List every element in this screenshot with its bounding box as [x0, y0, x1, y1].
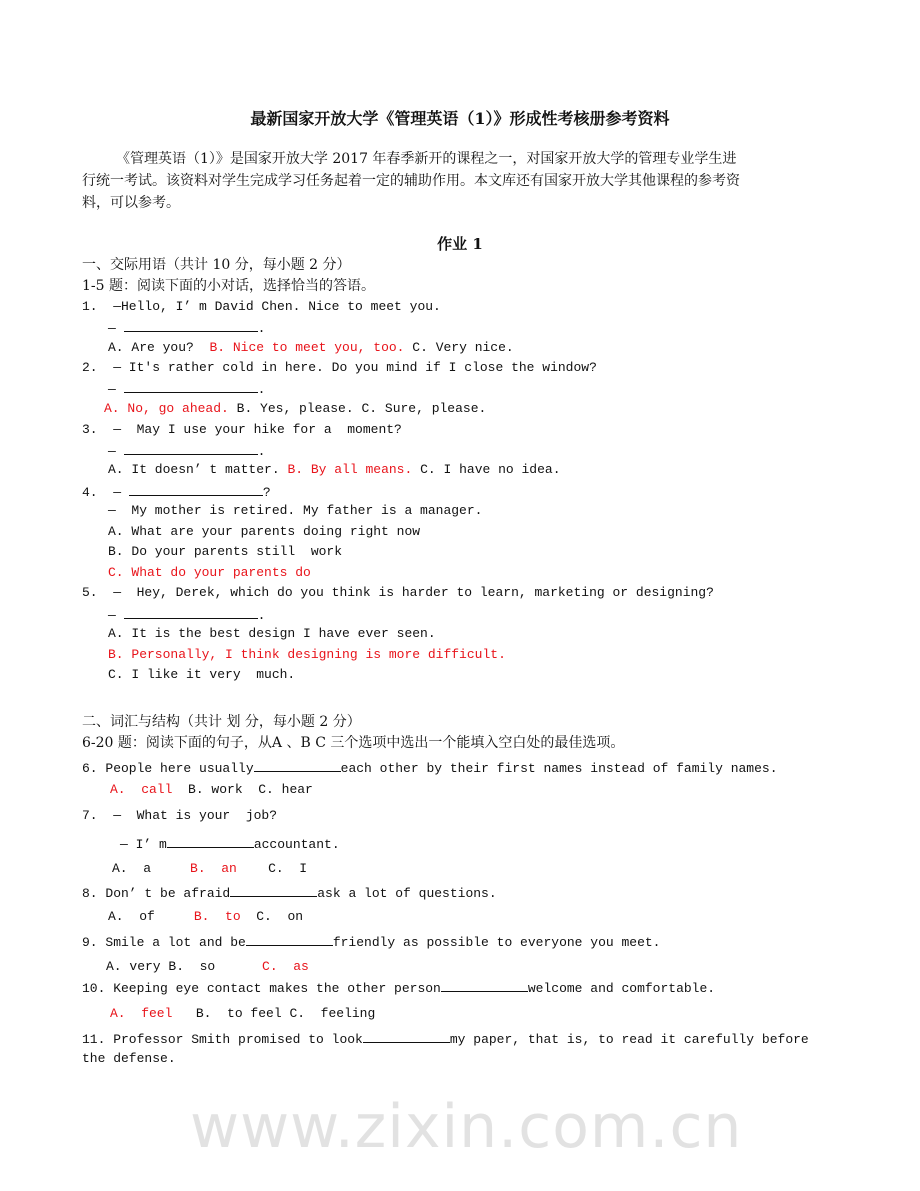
blank — [124, 319, 258, 332]
blank — [254, 759, 341, 772]
blank — [124, 442, 258, 455]
option-b-correct: B. an — [190, 861, 237, 876]
option-b: B. Yes, please. — [236, 401, 354, 416]
section-heading: 一、交际用语（共计 10 分，每小题 2 分） — [82, 257, 351, 273]
answer-blank-line — [108, 380, 265, 398]
option-c: C. feeling — [289, 1006, 376, 1021]
option-b-correct: B. By all means. — [287, 462, 413, 477]
punct: . — [257, 321, 266, 336]
option-c: C. I like it very much. — [108, 667, 296, 682]
text: 8. Don’ t be afraid — [82, 886, 231, 901]
text: my paper, that is, to read it carefully before — [449, 1032, 809, 1047]
question-number: 4. — — [82, 485, 122, 500]
section-heading: 二、词汇与结构（共计 划 分，每小题 2 分） — [82, 714, 361, 730]
option-a: A. What are your parents doing right now — [108, 524, 421, 539]
option-c: C. I have no idea. — [420, 462, 561, 477]
options — [108, 340, 514, 356]
punct: . — [257, 382, 266, 397]
question-11-continued: the defense. — [82, 1051, 176, 1066]
question-3: 3. — May I use your hike for a moment? — [82, 422, 402, 437]
option-c-correct: C. as — [262, 959, 309, 974]
section-instructions: 1-5 题：阅读下面的小对话，选择恰当的答语。 — [82, 278, 375, 294]
option-c: C. Very nice. — [412, 340, 514, 355]
options — [110, 1006, 375, 1022]
dash: — — [108, 608, 116, 623]
option-c: C. Sure, please. — [361, 401, 487, 416]
options — [108, 462, 561, 478]
question-8 — [82, 884, 497, 902]
answer-blank-line — [108, 442, 265, 460]
option-b-correct: B. Nice to meet you, too. — [209, 340, 405, 355]
assignment-title: 作业 1 — [437, 235, 483, 253]
option-b: B. Do your parents still work — [108, 544, 343, 559]
text: 11. Professor Smith promised to look — [82, 1032, 363, 1047]
blank — [124, 606, 258, 619]
question-11 — [82, 1030, 809, 1048]
intro-line: 《管理英语（1）》是国家开放大学 2017 年春季新开的课程之一，对国家开放大学的管理专业学生进 — [116, 151, 737, 167]
options — [104, 401, 486, 417]
text: 10. Keeping eye contact makes the other person — [82, 981, 441, 996]
question-7: 7. — What is your job? — [82, 808, 278, 823]
blank — [246, 933, 333, 946]
text: 6. People here usually — [82, 761, 254, 776]
dash: — — [108, 444, 116, 459]
question-1: 1. —Hello, I’ m David Chen. Nice to meet you. — [82, 299, 441, 314]
text: friendly as possible to everyone you meet. — [332, 935, 661, 950]
question-9 — [82, 933, 660, 951]
blank — [363, 1030, 450, 1043]
option-a: A. of — [108, 909, 155, 924]
watermark: www.zixin.com.cn — [190, 1092, 743, 1162]
document-title: 最新国家开放大学《管理英语（1）》形成性考核册参考资料 — [250, 109, 670, 128]
section-instructions: 6-20 题：阅读下面的句子，从A 、B C 三个选项中选出一个能填入空白处的最佳选项。 — [82, 735, 625, 751]
question-6 — [82, 759, 778, 777]
answer-blank-line — [108, 606, 265, 624]
answer-blank-line — [108, 319, 265, 337]
question-2: 2. — It's rather cold in here. Do you mind if I close the window? — [82, 360, 597, 375]
dash: — — [108, 382, 116, 397]
option-c-correct: C. What do your parents do — [108, 565, 311, 580]
question-4 — [82, 483, 271, 501]
blank — [441, 979, 528, 992]
punct: . — [257, 444, 266, 459]
option-c: C. I — [268, 861, 308, 876]
text: 9. Smile a lot and be — [82, 935, 246, 950]
question-10 — [82, 979, 715, 997]
option-b-correct: B. to — [193, 909, 241, 924]
punct: . — [257, 608, 266, 623]
text: ask a lot of questions. — [317, 886, 497, 901]
option-a: A. It is the best design I have ever seen. — [108, 626, 436, 641]
blank — [167, 835, 254, 848]
options — [110, 782, 313, 798]
option-b: B. to feel — [195, 1006, 282, 1021]
text: accountant. — [253, 837, 340, 852]
options — [112, 861, 307, 877]
options — [106, 959, 309, 975]
dash: — — [108, 321, 116, 336]
reply — [120, 835, 340, 853]
blank — [124, 380, 258, 393]
options — [108, 909, 303, 925]
punct: ? — [262, 485, 271, 500]
option-a-correct: A. No, go ahead. — [104, 401, 229, 416]
option-a-correct: A. feel — [110, 1006, 173, 1021]
blank — [129, 483, 263, 496]
option-c: C. on — [256, 909, 304, 924]
text: each other by their first names instead of family names. — [340, 761, 778, 776]
option-a: A. a — [112, 861, 152, 876]
option-b: B. work — [188, 782, 243, 797]
option-a: A. Are you? — [108, 340, 194, 355]
option-a: A. It doesn’ t matter. — [108, 462, 280, 477]
option-b-correct: B. Personally, I think designing is more difficult. — [108, 647, 506, 662]
text: welcome and comfortable. — [527, 981, 716, 996]
option-c: C. hear — [258, 782, 313, 797]
option-a-b: A. very B. so — [106, 959, 216, 974]
intro-line: 料，可以参考。 — [82, 195, 180, 211]
question-5: 5. — Hey, Derek, which do you think is harder to learn, marketing or designing? — [82, 585, 714, 600]
reply: — My mother is retired. My father is a manager. — [108, 503, 483, 518]
option-a-correct: A. call — [110, 782, 173, 797]
text: — I’ m — [120, 837, 167, 852]
blank — [230, 884, 317, 897]
intro-line: 行统一考试。该资料对学生完成学习任务起着一定的辅助作用。本文库还有国家开放大学其他课程的参考资 — [82, 173, 740, 189]
